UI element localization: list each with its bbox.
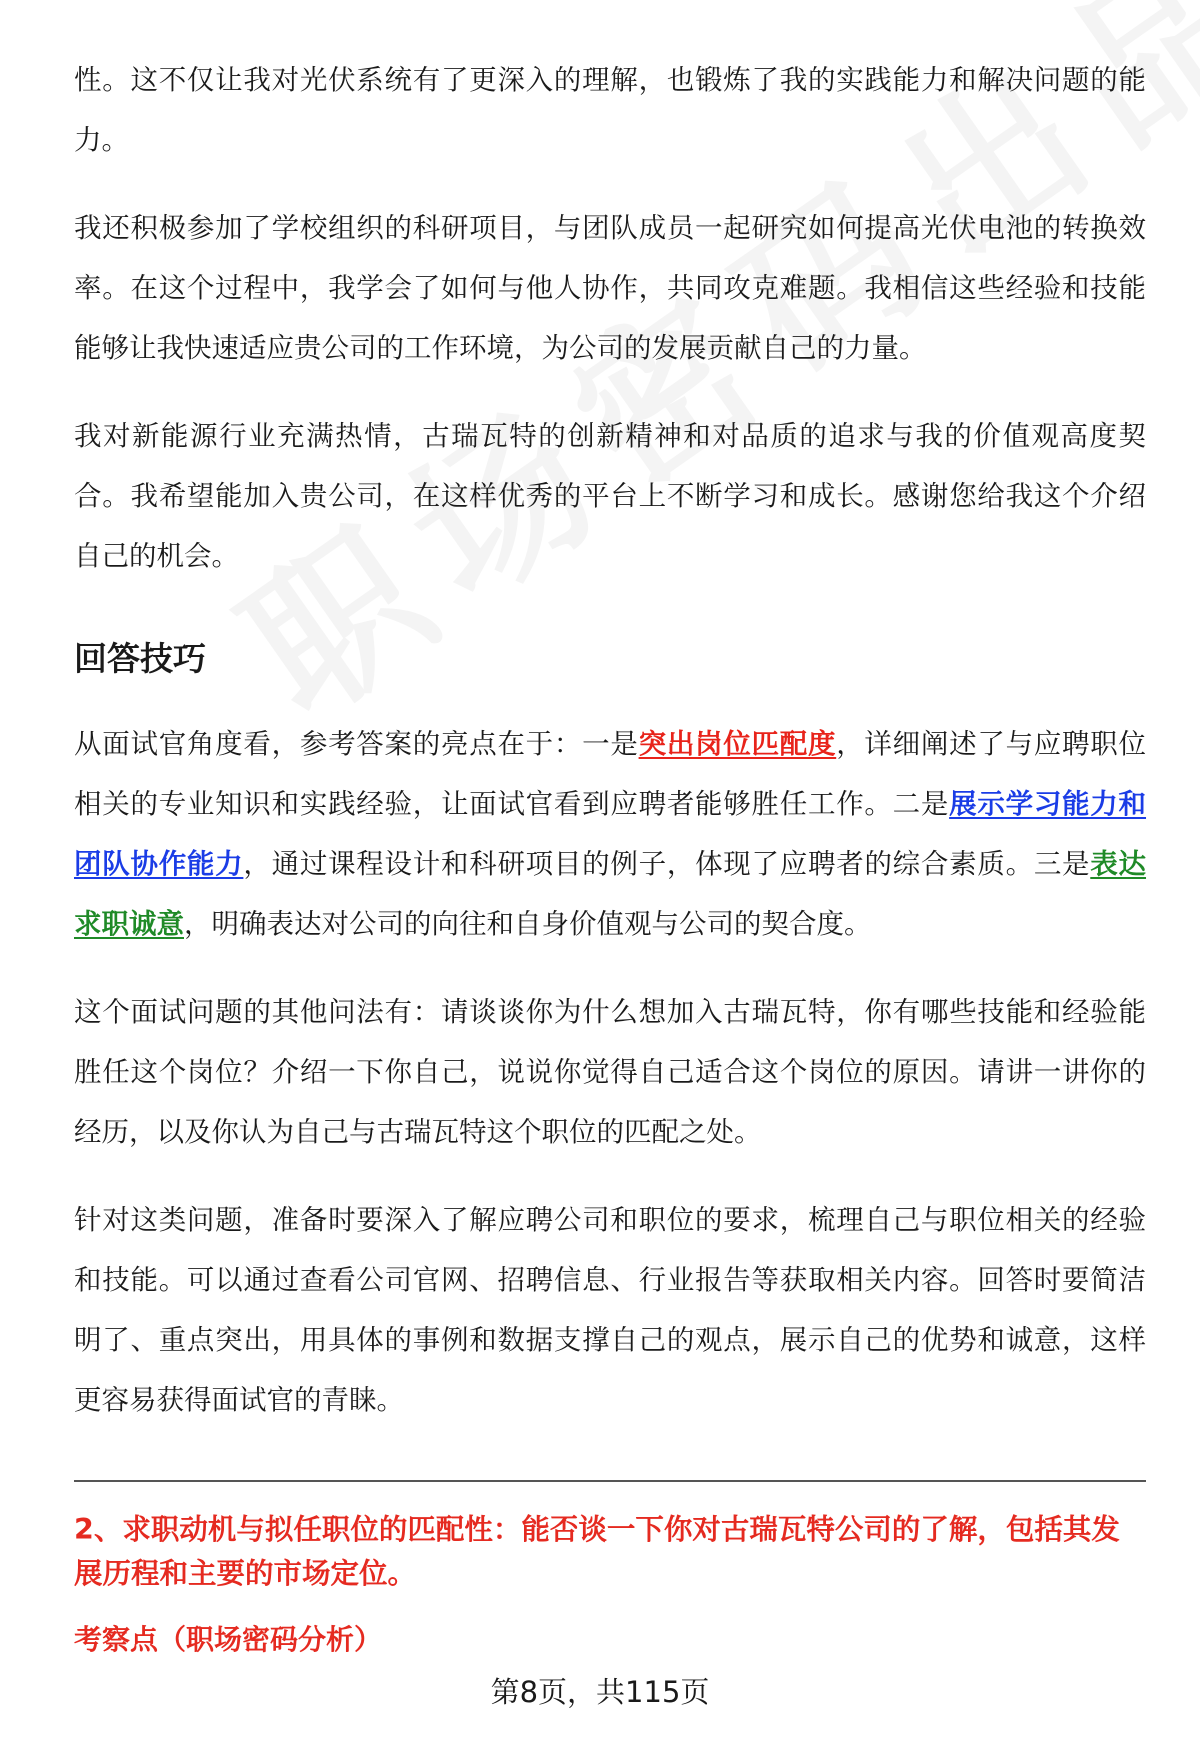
- page-content: [74, 50, 1146, 1662]
- divider: [74, 1480, 1146, 1482]
- page-number: 第8页，共115页: [490, 1675, 710, 1709]
- highlight-job-match: 突出岗位匹配度: [638, 728, 837, 760]
- tips-text-3: ，通过课程设计和科研项目的例子，体现了应聘者的综合素质。三是: [243, 848, 1091, 880]
- tips-text-1: 从面试官角度看，参考答案的亮点在于：一是: [74, 728, 639, 760]
- section-title: 回答技巧: [74, 639, 206, 678]
- highlight-learning-teamwork: 展示学习能力和团队协作能力: [74, 788, 1147, 880]
- paragraph-tips: [74, 714, 1146, 954]
- question-heading: 2、求职动机与拟任职位的匹配性：能否谈一下你对古瑞瓦特公司的了解，包括其发展历程和主要的市场定位。: [74, 1513, 1120, 1590]
- tips-text-2: ，详细阐述了与应聘职位相关的专业知识和实践经验，让面试官看到应聘者能够胜任工作。二是: [74, 728, 1146, 820]
- highlight-sincerity: 表达求职诚意: [74, 848, 1147, 940]
- paragraph-intro-3: 我对新能源行业充满热情，古瑞瓦特的创新精神和对品质的追求与我的价值观高度契合。我希望能加入贵公司，在这样优秀的平台上不断学习和成长。感谢您给我这个介绍自己的机会。: [74, 420, 1146, 572]
- tips-text-4: ，明确表达对公司的向往和自身价值观与公司的契合度。: [184, 908, 872, 940]
- paragraph-intro-2: 我还积极参加了学校组织的科研项目，与团队成员一起研究如何提高光伏电池的转换效率。在这个过程中，我学会了如何与他人协作，共同攻克难题。我相信这些经验和技能能够让我快速适应贵公司的工作环境，为公司的发展贡献自己的力量。: [74, 212, 1146, 364]
- paragraph-preparation: 针对这类问题，准备时要深入了解应聘公司和职位的要求，梳理自己与职位相关的经验和技能。可以通过查看公司官网、招聘信息、行业报告等获取相关内容。回答时要简洁明了、重点突出，用具体的事例和数据支撑自己的观点，展示自己的优势和诚意，这样更容易获得面试官的青睐。: [74, 1204, 1146, 1416]
- analysis-subheading: 考察点（职场密码分析）: [74, 1623, 383, 1656]
- paragraph-intro-1: 性。这不仅让我对光伏系统有了更深入的理解，也锻炼了我的实践能力和解决问题的能力。: [74, 64, 1146, 156]
- paragraph-alt-questions: 这个面试问题的其他问法有：请谈谈你为什么想加入古瑞瓦特，你有哪些技能和经验能胜任这个岗位？介绍一下你自己，说说你觉得自己适合这个岗位的原因。请讲一讲你的经历，以及你认为自己与古瑞瓦特这个职位的匹配之处。: [74, 996, 1146, 1148]
